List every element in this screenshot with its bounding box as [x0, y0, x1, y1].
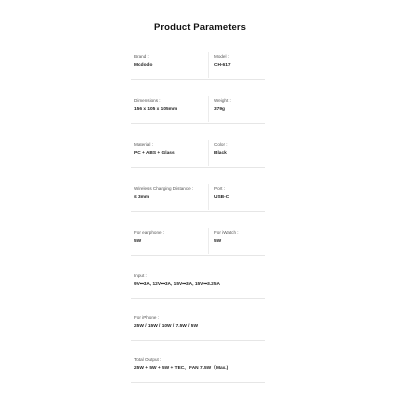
param-label: Input : [134, 273, 147, 278]
param-total-output [134, 357, 228, 372]
param-dimensions [134, 98, 177, 113]
param-value: 5W [134, 239, 142, 244]
param-value: Mcdodo [134, 63, 153, 68]
row-divider [131, 123, 265, 124]
table-row [131, 46, 265, 80]
param-label: For iPhone : [134, 315, 160, 320]
column-divider [208, 96, 209, 122]
row-divider [131, 79, 265, 80]
table-row [131, 349, 265, 383]
param-value: 25W + 5W + 5W + TEC、FAN 7.5W（Max.) [134, 366, 229, 371]
param-earphone [134, 230, 164, 245]
param-label: Material : [134, 142, 153, 147]
row-divider [131, 211, 265, 212]
column-divider [208, 140, 209, 166]
param-input [134, 273, 220, 288]
table-row [131, 222, 265, 256]
param-label: Model : [214, 54, 230, 59]
param-label: Total Output : [134, 357, 162, 362]
table-row [131, 265, 265, 299]
table-row [131, 90, 265, 124]
param-label: Brand : [134, 54, 149, 59]
param-iwatch [214, 230, 239, 245]
table-row [131, 134, 265, 168]
param-value: 5W [214, 239, 222, 244]
param-brand [134, 54, 152, 69]
table-row [131, 178, 265, 212]
param-value: 156 x 105 x 105mm [134, 107, 178, 112]
param-label: Port : [214, 186, 225, 191]
page-title: Product Parameters [153, 22, 247, 33]
param-label: For iWatch : [214, 230, 239, 235]
column-divider [208, 184, 209, 210]
param-value: ≤ 3mm [134, 195, 150, 200]
param-label: Weight : [214, 98, 231, 103]
row-divider [131, 255, 265, 256]
param-material [134, 142, 175, 157]
table-row [131, 307, 265, 341]
param-value: 25W / 15W / 10W / 7.5W / 5W [134, 324, 198, 329]
column-divider [208, 52, 209, 78]
param-label: Wireless Charging Distance : [134, 186, 194, 191]
param-value: Black [214, 151, 227, 156]
param-value: 379g [214, 107, 225, 112]
param-wireless-distance [134, 186, 193, 201]
param-model [214, 54, 231, 69]
param-label: Dimensions : [134, 98, 161, 103]
param-port [214, 186, 229, 201]
param-weight [214, 98, 231, 113]
column-divider [208, 228, 209, 254]
row-divider [131, 340, 265, 341]
param-iphone [134, 315, 198, 330]
row-divider [131, 382, 265, 383]
param-value: PC + ABS + Glass [134, 151, 175, 156]
row-divider [131, 167, 265, 168]
param-value: CH-617 [214, 63, 231, 68]
param-value: 9V⎓3A, 12V⎓3A, 15V⎓3A, 15V⎓3.25A [134, 282, 220, 287]
row-divider [131, 298, 265, 299]
param-label: Color : [214, 142, 228, 147]
param-value: USB-C [214, 195, 230, 200]
param-color [214, 142, 228, 157]
param-label: For earphone : [134, 230, 165, 235]
